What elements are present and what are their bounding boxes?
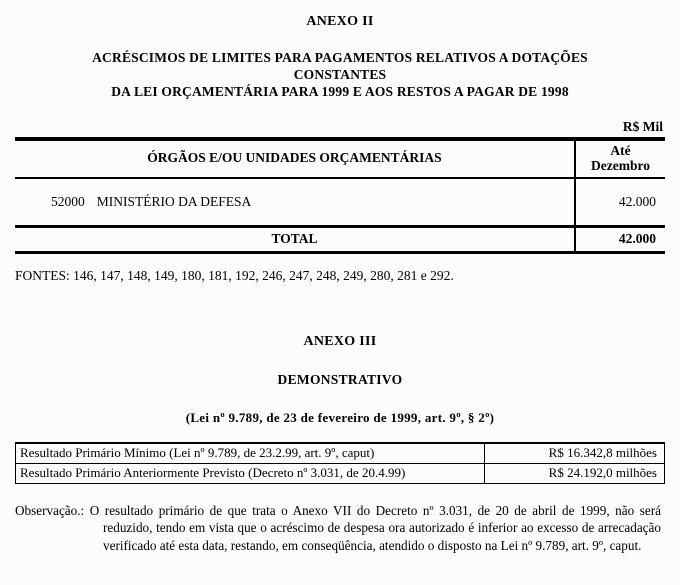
column-header-ate: Até <box>610 142 631 158</box>
anexo2-subtitle <box>15 50 665 101</box>
resultado-previsto-value: R$ 24.192,0 milhões <box>485 463 665 483</box>
total-value: 42.000 <box>575 226 665 252</box>
anexo3-table <box>15 442 665 484</box>
orgaos-column-header: ÓRGÃOS E/OU UNIDADES ORÇAMENTÁRIAS <box>15 139 575 178</box>
fontes-note: FONTES: 146, 147, 148, 149, 180, 181, 192, 246, 247, 248, 249, 280, 281 e 292. <box>15 267 454 283</box>
observacao-block <box>15 502 665 554</box>
observacao-text: O resultado primário de que trata o Anexo VII do Decreto nº 3.031, de 20 de abril de 1999, não será reduzido, tendo em vista que o acréscimo de despesa ora autorizado é inferior ao excesso de arrecadação verificado até esta data, restando, em conseqüência, atendido o disposto na Lei nº 9.789, art. 9º, caput. <box>89 502 661 553</box>
orgao-codigo: 52000 <box>51 193 85 209</box>
ate-dezembro-column-header <box>575 139 665 178</box>
lei-reference-line: (Lei nº 9.789, de 23 de fevereiro de 1999, art. 9º, § 2º) <box>185 409 495 425</box>
resultado-previsto-label: Resultado Primário Anteriormente Previsto (Decreto nº 3.031, de 20.4.99) <box>16 463 485 483</box>
total-row <box>15 226 665 252</box>
demonstrativo-title: DEMONSTRATIVO <box>277 371 403 387</box>
anexo2-title: ANEXO II <box>306 14 374 29</box>
table-row-ministerio-defesa <box>15 178 665 227</box>
anexo2-table <box>15 137 665 254</box>
table-row-resultado-minimo <box>16 443 665 464</box>
anexo3-title: ANEXO III <box>303 333 377 349</box>
anexo2-table-header-row <box>15 139 665 178</box>
anexo2-subtitle-line3: DA LEI ORÇAMENTÁRIA PARA 1999 E AOS RESTOS A PAGAR DE 1998 <box>111 83 569 99</box>
orgao-nome: MINISTÉRIO DA DEFESA <box>96 193 252 209</box>
currency-unit-label: R$ Mil <box>622 118 663 134</box>
total-label: TOTAL <box>15 226 575 252</box>
valor-cell: 42.000 <box>575 178 665 227</box>
column-header-dezembro: Dezembro <box>591 158 650 174</box>
resultado-minimo-value: R$ 16.342,8 milhões <box>485 443 665 464</box>
anexo2-subtitle-line2: CONSTANTES <box>293 66 387 82</box>
orgao-cell <box>15 178 575 227</box>
resultado-minimo-label: Resultado Primário Mínimo (Lei nº 9.789, de 23.2.99, art. 9º, caput) <box>16 443 485 464</box>
anexo2-subtitle-line1: ACRÉSCIMOS DE LIMITES PARA PAGAMENTOS RELATIVOS A DOTAÇÕES <box>92 50 588 65</box>
table-row-resultado-previsto <box>16 463 665 483</box>
observacao-label: Observação.: <box>15 502 85 518</box>
